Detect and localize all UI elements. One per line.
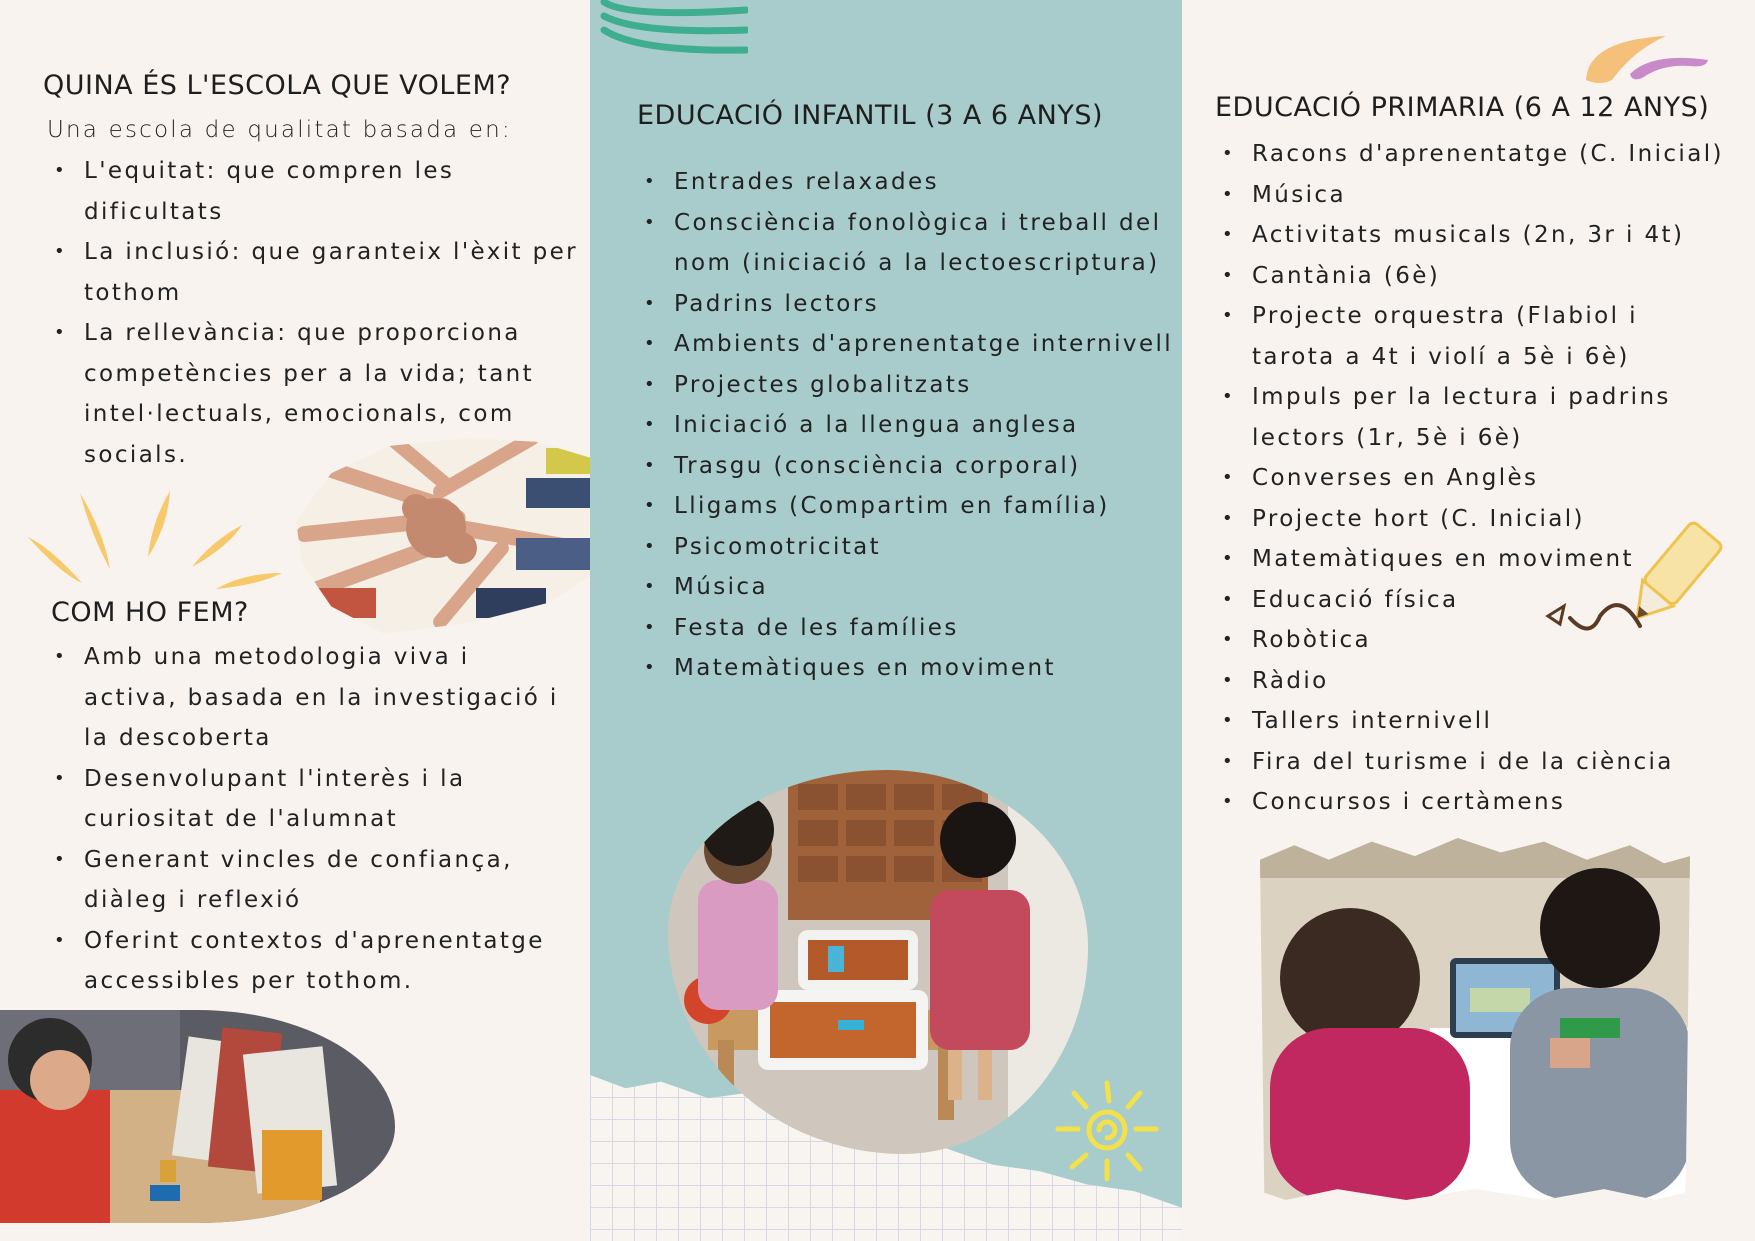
primaria-list (1215, 134, 1724, 823)
list-item: • Amb una metodologia viva i activa, basada en la investigació i la descoberta (84, 637, 559, 759)
list-item: • Festa de les famílies (674, 608, 1173, 649)
list-item: • Fira del turisme i de la ciència (1252, 742, 1724, 783)
list-item: • L'equitat: que compren les dificultats (84, 151, 578, 232)
list-item: • Projecte hort (C. Inicial) (1252, 499, 1724, 540)
section-title-school: QUINA ÉS L'ESCOLA QUE VOLEM? (43, 70, 512, 101)
list-item: • Activitats musicals (2n, 3r i 4t) (1252, 215, 1724, 256)
list-item: • Projecte orquestra (Flabiol i tarota a 4t i violí a 5è i 6è) (1252, 296, 1724, 377)
list-item: • Cantània (6è) (1252, 256, 1724, 297)
list-item: • Consciència fonològica i treball del nom (iniciació a la lectoescriptura) (674, 203, 1173, 284)
list-item: • Entrades relaxades (674, 162, 1173, 203)
left-panel (0, 0, 590, 1241)
list-item: • Iniciació a la llengua anglesa (674, 405, 1173, 446)
list-item: • Lligams (Compartim en família) (674, 486, 1173, 527)
right-panel (1182, 0, 1755, 1241)
list-item: • Matemàtiques en moviment (674, 648, 1173, 689)
list-item: • Generant vincles de confiança, diàleg i reflexió (84, 840, 559, 921)
list-item: • Música (1252, 175, 1724, 216)
intro-text: Una escola de qualitat basada en: (47, 117, 512, 143)
middle-panel (590, 0, 1182, 1241)
pencil-icon (1540, 520, 1726, 652)
list-item: • Tallers internivell (1252, 701, 1724, 742)
list-item: • Desenvolupant l'interès i la curiositat de l'alumnat (84, 759, 559, 840)
section-title-method: COM HO FEM? (51, 597, 249, 628)
sun-decoration (1052, 1075, 1162, 1185)
list-item: • Trasgu (consciència corporal) (674, 446, 1173, 487)
values-list (47, 151, 578, 475)
list-item: • Ràdio (1252, 661, 1724, 702)
list-item: • Projectes globalitzats (674, 365, 1173, 406)
list-item: • La inclusió: que garanteix l'èxit per tothom (84, 232, 578, 313)
methods-list (47, 637, 559, 1002)
list-item: • Robòtica (1252, 620, 1724, 661)
list-item: • Ambients d'aprenentatge internivell (674, 324, 1173, 365)
section-title-infantil: EDUCACIÓ INFANTIL (3 A 6 ANYS) (637, 100, 1104, 131)
kids-tablet-photo (1260, 838, 1690, 1200)
list-item: • Impuls per la lectura i padrins lectors (1r, 5è i 6è) (1252, 377, 1724, 458)
list-item: • Psicomotricitat (674, 527, 1173, 568)
list-item: • Oferint contextos d'aprenentatge accessibles per tothom. (84, 921, 559, 1002)
list-item: • Padrins lectors (674, 284, 1173, 325)
list-item: • Matemàtiques en moviment (1252, 539, 1724, 580)
infantil-list (637, 162, 1173, 689)
child-books-photo (0, 1010, 395, 1223)
list-item: • Converses en Anglès (1252, 458, 1724, 499)
section-title-primaria: EDUCACIÓ PRIMARIA (6 A 12 ANYS) (1215, 92, 1710, 123)
list-item: • Concursos i certàmens (1252, 782, 1724, 823)
green-stroke-decoration (598, 0, 748, 60)
brush-decoration (1582, 32, 1712, 87)
list-item: • La rellevància: que proporciona competències per a la vida; tant intel·lectuals, emocionals, com socials. (84, 313, 578, 475)
burst-decoration (20, 485, 290, 595)
list-item: • Música (674, 567, 1173, 608)
list-item: • Racons d'aprenentatge (C. Inicial) (1252, 134, 1724, 175)
list-item: • Educació física (1252, 580, 1724, 621)
